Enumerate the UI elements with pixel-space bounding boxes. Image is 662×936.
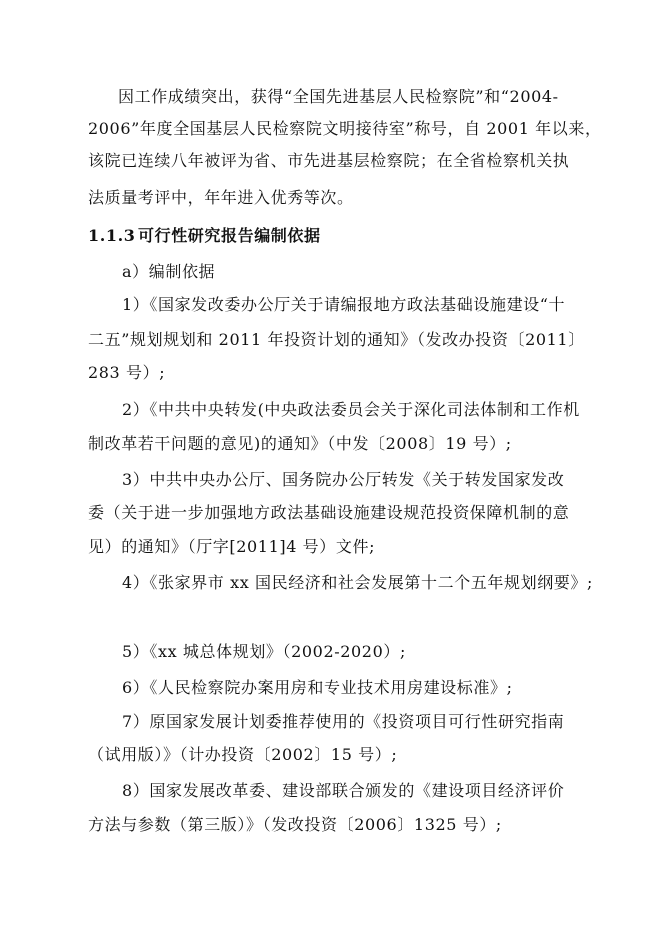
list-item: 8）国家发展改革委、建设部联合颁发的《建设项目经济评价	[122, 781, 565, 800]
paragraph-line: 法质量考评中，年年进入优秀等次。	[88, 188, 354, 207]
paragraph-line: 2006”年度全国基层人民检察院文明接待室”称号，自 2001 年以来，	[88, 119, 602, 138]
list-item: 方法与参数（第三版）》（发改投资〔2006〕1325 号）;	[88, 815, 502, 834]
list-item: 283 号）;	[88, 363, 166, 382]
list-item: 委（关于进一步加强地方政法基础设施建设规范投资保障机制的意	[88, 503, 570, 522]
section-number: 1.1.3	[88, 226, 136, 245]
list-item: 制改革若干问题的意见)的通知》（中发〔2008〕19 号）;	[88, 434, 512, 453]
section-title: 可行性研究报告编制依据	[138, 226, 321, 245]
list-item: 4）《张家界市 xx 国民经济和社会发展第十二个五年规划纲要》;	[122, 573, 593, 592]
list-item: 二五”规划规划和 2011 年投资计划的通知》（发改办投资〔2011〕	[88, 330, 585, 349]
list-item: 6）《人民检察院办案用房和专业技术用房建设标准》;	[122, 678, 513, 697]
section-heading	[88, 226, 321, 246]
paragraph-line: 因工作成绩突出，获得“全国先进基层人民检察院”和“2004-	[118, 87, 559, 106]
list-item: 3）中共中央办公厅、国务院办公厅转发《关于转发国家发改	[122, 470, 565, 489]
list-item: （试用版）》（计办投资〔2002〕15 号）;	[88, 745, 398, 764]
paragraph-line: 该院已连续八年被评为省、市先进基层检察院；在全省检察机关执	[88, 151, 570, 170]
list-item: 1）《国家发改委办公厅关于请编报地方政法基础设施建设“十	[122, 295, 566, 314]
list-item: 7）原国家发展计划委推荐使用的《投资项目可行性研究指南	[122, 712, 565, 731]
list-item: 2）《中共中央转发(中央政法委员会关于深化司法体制和工作机	[122, 400, 580, 419]
list-item: 5）《xx 城总体规划》（2002-2020）;	[122, 642, 406, 661]
subheading: a）编制依据	[122, 262, 216, 281]
list-item: 见）的通知》（厅字[2011]4 号）文件;	[88, 537, 376, 556]
